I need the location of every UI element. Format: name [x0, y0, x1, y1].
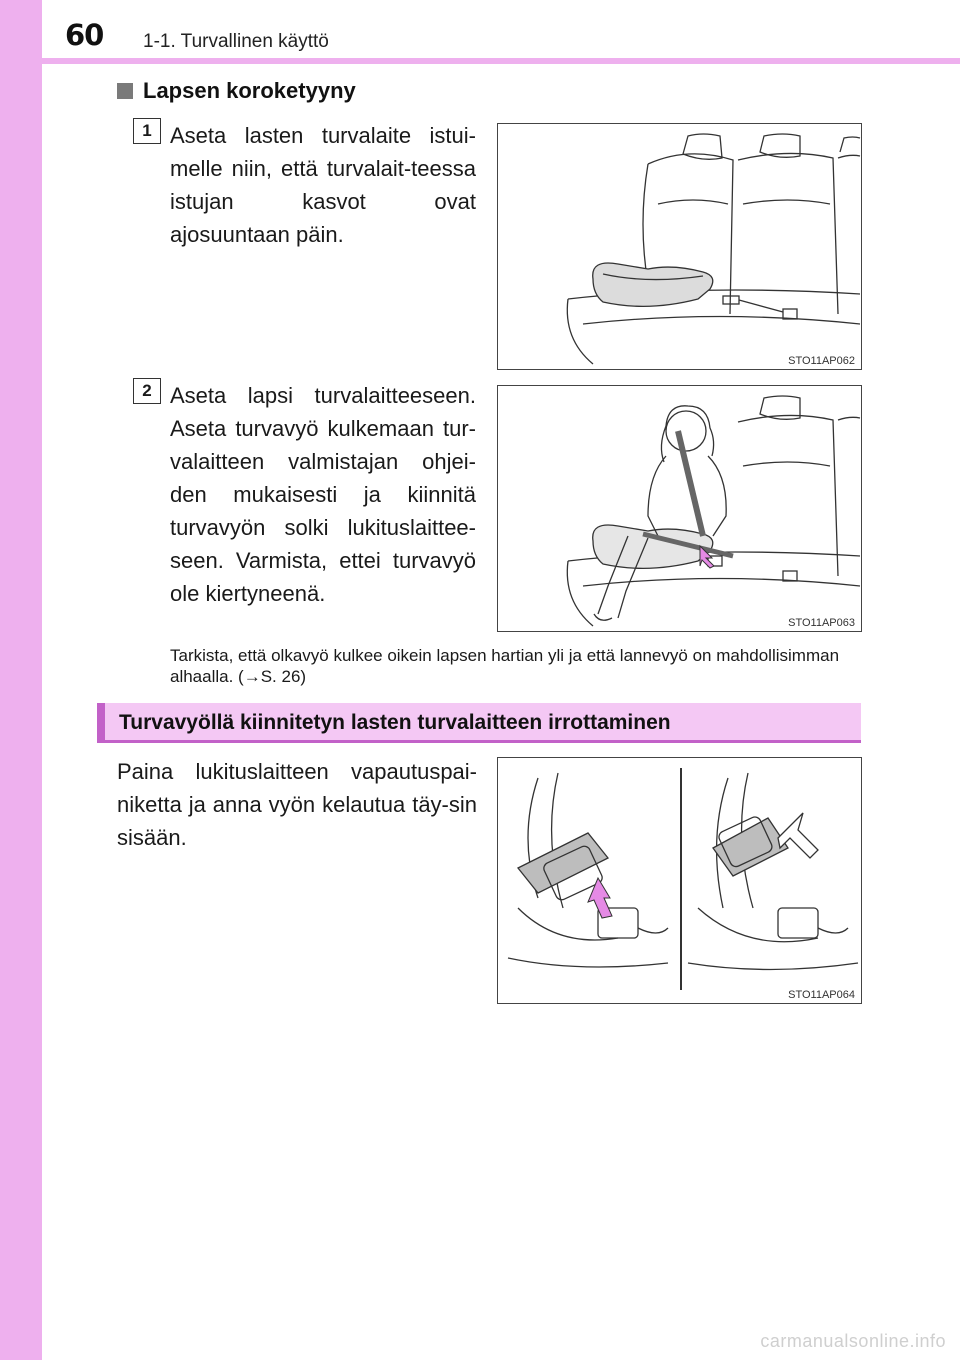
buckle-release-illustration [498, 758, 861, 1003]
subsection-heading [117, 78, 356, 104]
section-text: Paina lukituslaitteen vapautuspai-niketta ja anna vyön kelautua täy-sin sisään. [117, 759, 477, 850]
section-header [97, 703, 861, 743]
section-title: Turvavyöllä kiinnitetyn lasten turvalaitteen irrottaminen [119, 711, 671, 734]
child-booster-illustration [498, 386, 861, 631]
booster-seat-illustration [498, 124, 861, 369]
step-badge-2: 2 [133, 378, 161, 404]
figure-code: STO11AP064 [788, 989, 855, 1001]
step-2-text: Aseta lapsi turvalaitteeseen. Aseta turvavyö kulkemaan tur-valaitteen valmistajan ohjei-den mukaisesti ja kiinnitä turvavyön solki lukituslaittee-seen. Varmista, ettei turvavyö ole kiertyneenä. [170, 383, 476, 606]
page-number: 60 [65, 18, 104, 52]
header-rule [42, 58, 960, 64]
figure-booster-cushion [497, 123, 862, 370]
step-note: Tarkista, että olkavyö kulkee oikein lapsen hartian yli ja että lannevyö on mahdollisimman alhaalla. (→S. 26) [170, 646, 840, 686]
square-bullet-icon [117, 83, 133, 99]
figure-child-in-booster [497, 385, 862, 632]
running-head: 1-1. Turvallinen käyttö [143, 31, 329, 52]
figure-release-buckle [497, 757, 862, 1004]
step-badge-1: 1 [133, 118, 161, 144]
watermark: carmanualsonline.info [760, 1331, 946, 1351]
figure-code: STO11AP063 [788, 617, 855, 629]
step-1-text: Aseta lasten turvalaite istui-melle niin, että turvalait-teessa istujan kasvot ovat ajosuuntaan päin. [170, 123, 476, 247]
side-color-strip [0, 0, 42, 1360]
figure-code: STO11AP062 [788, 355, 855, 367]
subsection-title: Lapsen koroketyyny [143, 78, 356, 103]
